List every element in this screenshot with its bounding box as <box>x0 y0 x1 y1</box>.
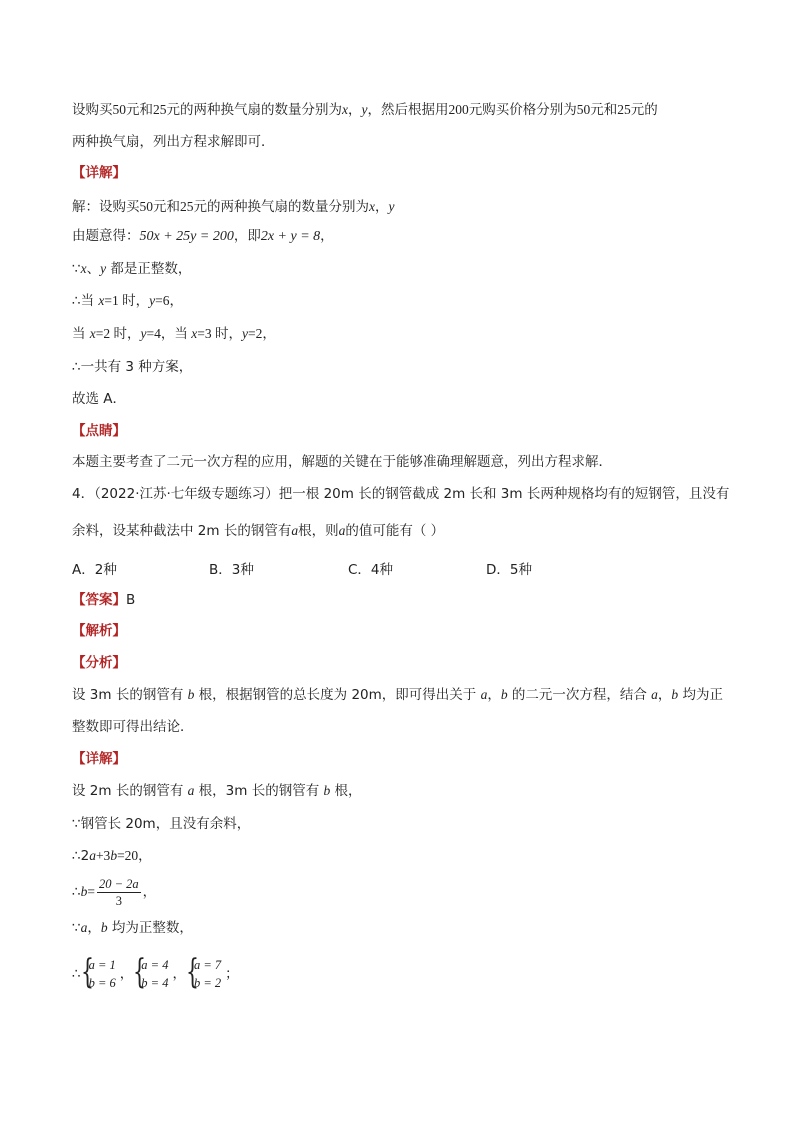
solution-line-3: ∵x、y 都是正整数， <box>72 261 192 277</box>
detail-line-3: ∴2a+3b=20， <box>72 848 152 864</box>
option-a: A．2种 <box>72 562 117 578</box>
option-d: D．5种 <box>486 562 532 578</box>
equation-system-1: { a = 1 b = 6 <box>80 952 116 992</box>
solution-line-4: ∴当 x=1 时，y=6， <box>72 293 184 309</box>
answer-line <box>72 591 135 609</box>
detail-line-4: ∴b= $\frac{20 - 2a}{3}$ ， <box>72 876 157 908</box>
point-text: 本题主要考查了二元一次方程的应用，解题的关键在于能够准确理解题意，列出方程求解． <box>72 454 612 470</box>
solution-line-7: 故选 A． <box>72 391 127 407</box>
option-c: C．4种 <box>348 562 394 578</box>
solution-line-6: ∴一共有 3 种方案， <box>72 359 193 375</box>
fraction-denominator: 3 <box>115 893 122 908</box>
answer-value: B <box>126 592 136 608</box>
brace-icon: { <box>185 952 199 992</box>
solution-line-5: 当 x=2 时，y=4，当 x=3 时，y=2， <box>72 326 276 342</box>
brace-icon: { <box>80 952 94 992</box>
fraction <box>97 876 141 909</box>
fraction-numerator: 20 − 2a <box>98 876 139 891</box>
analysis-text-line-1: 设购买50元和25元的两种换气扇的数量分别为x，y，然后根据用200元购买价格分别为50元和25元的 <box>72 102 658 118</box>
detail-line-5: ∵a，b 均为正整数， <box>72 920 193 936</box>
equation-system-3: { a = 7 b = 2 <box>185 952 222 992</box>
answer-label: 【答案】 <box>72 592 126 608</box>
analysis-heading: 【解析】 <box>72 623 126 639</box>
analyze-line-1: 设 3m 长的钢管有 b 根，根据钢管的总长度为 20m，即可得出关于 a，b 的二元一次方程，结合 a，b 均为正 <box>72 687 723 703</box>
solution-line-1: 解：设购买50元和25元的两种换气扇的数量分别为x，y <box>72 199 395 215</box>
brace-icon: { <box>133 952 147 992</box>
solution-line-2: 由题意得：50x + 25y = 200，即2x + y = 8， <box>72 228 334 244</box>
detail-line-1: 设 2m 长的钢管有 a 根，3m 长的钢管有 b 根， <box>72 783 362 799</box>
equation-system-2: { a = 4 b = 4 <box>133 952 169 992</box>
detail-line-2: ∵钢管长 20m，且没有余料， <box>72 816 251 832</box>
question-4-line-2: 余料，设某种截法中 2m 长的钢管有a根，则a的值可能有（ ） <box>72 523 445 539</box>
question-4-line-1: 4．（2022·江苏·七年级专题练习）把一根 20m 长的钢管截成 2m 长和 3m 长两种规格均有的短钢管，且没有 <box>72 486 730 502</box>
option-b: B．3种 <box>209 562 254 578</box>
point-heading: 【点睛】 <box>72 423 126 439</box>
detail-line-6-systems: ∴ { a = 1 b = 6 ， { a = 4 b = 4 ， { a = 7 b = 2 ； <box>72 952 239 992</box>
analyze-heading: 【分析】 <box>72 655 126 671</box>
analyze-line-2: 整数即可得出结论． <box>72 719 194 735</box>
analysis-text-line-2: 两种换气扇，列出方程求解即可． <box>72 134 275 150</box>
detail-heading: 【详解】 <box>72 165 126 181</box>
detail-heading-2: 【详解】 <box>72 751 126 767</box>
